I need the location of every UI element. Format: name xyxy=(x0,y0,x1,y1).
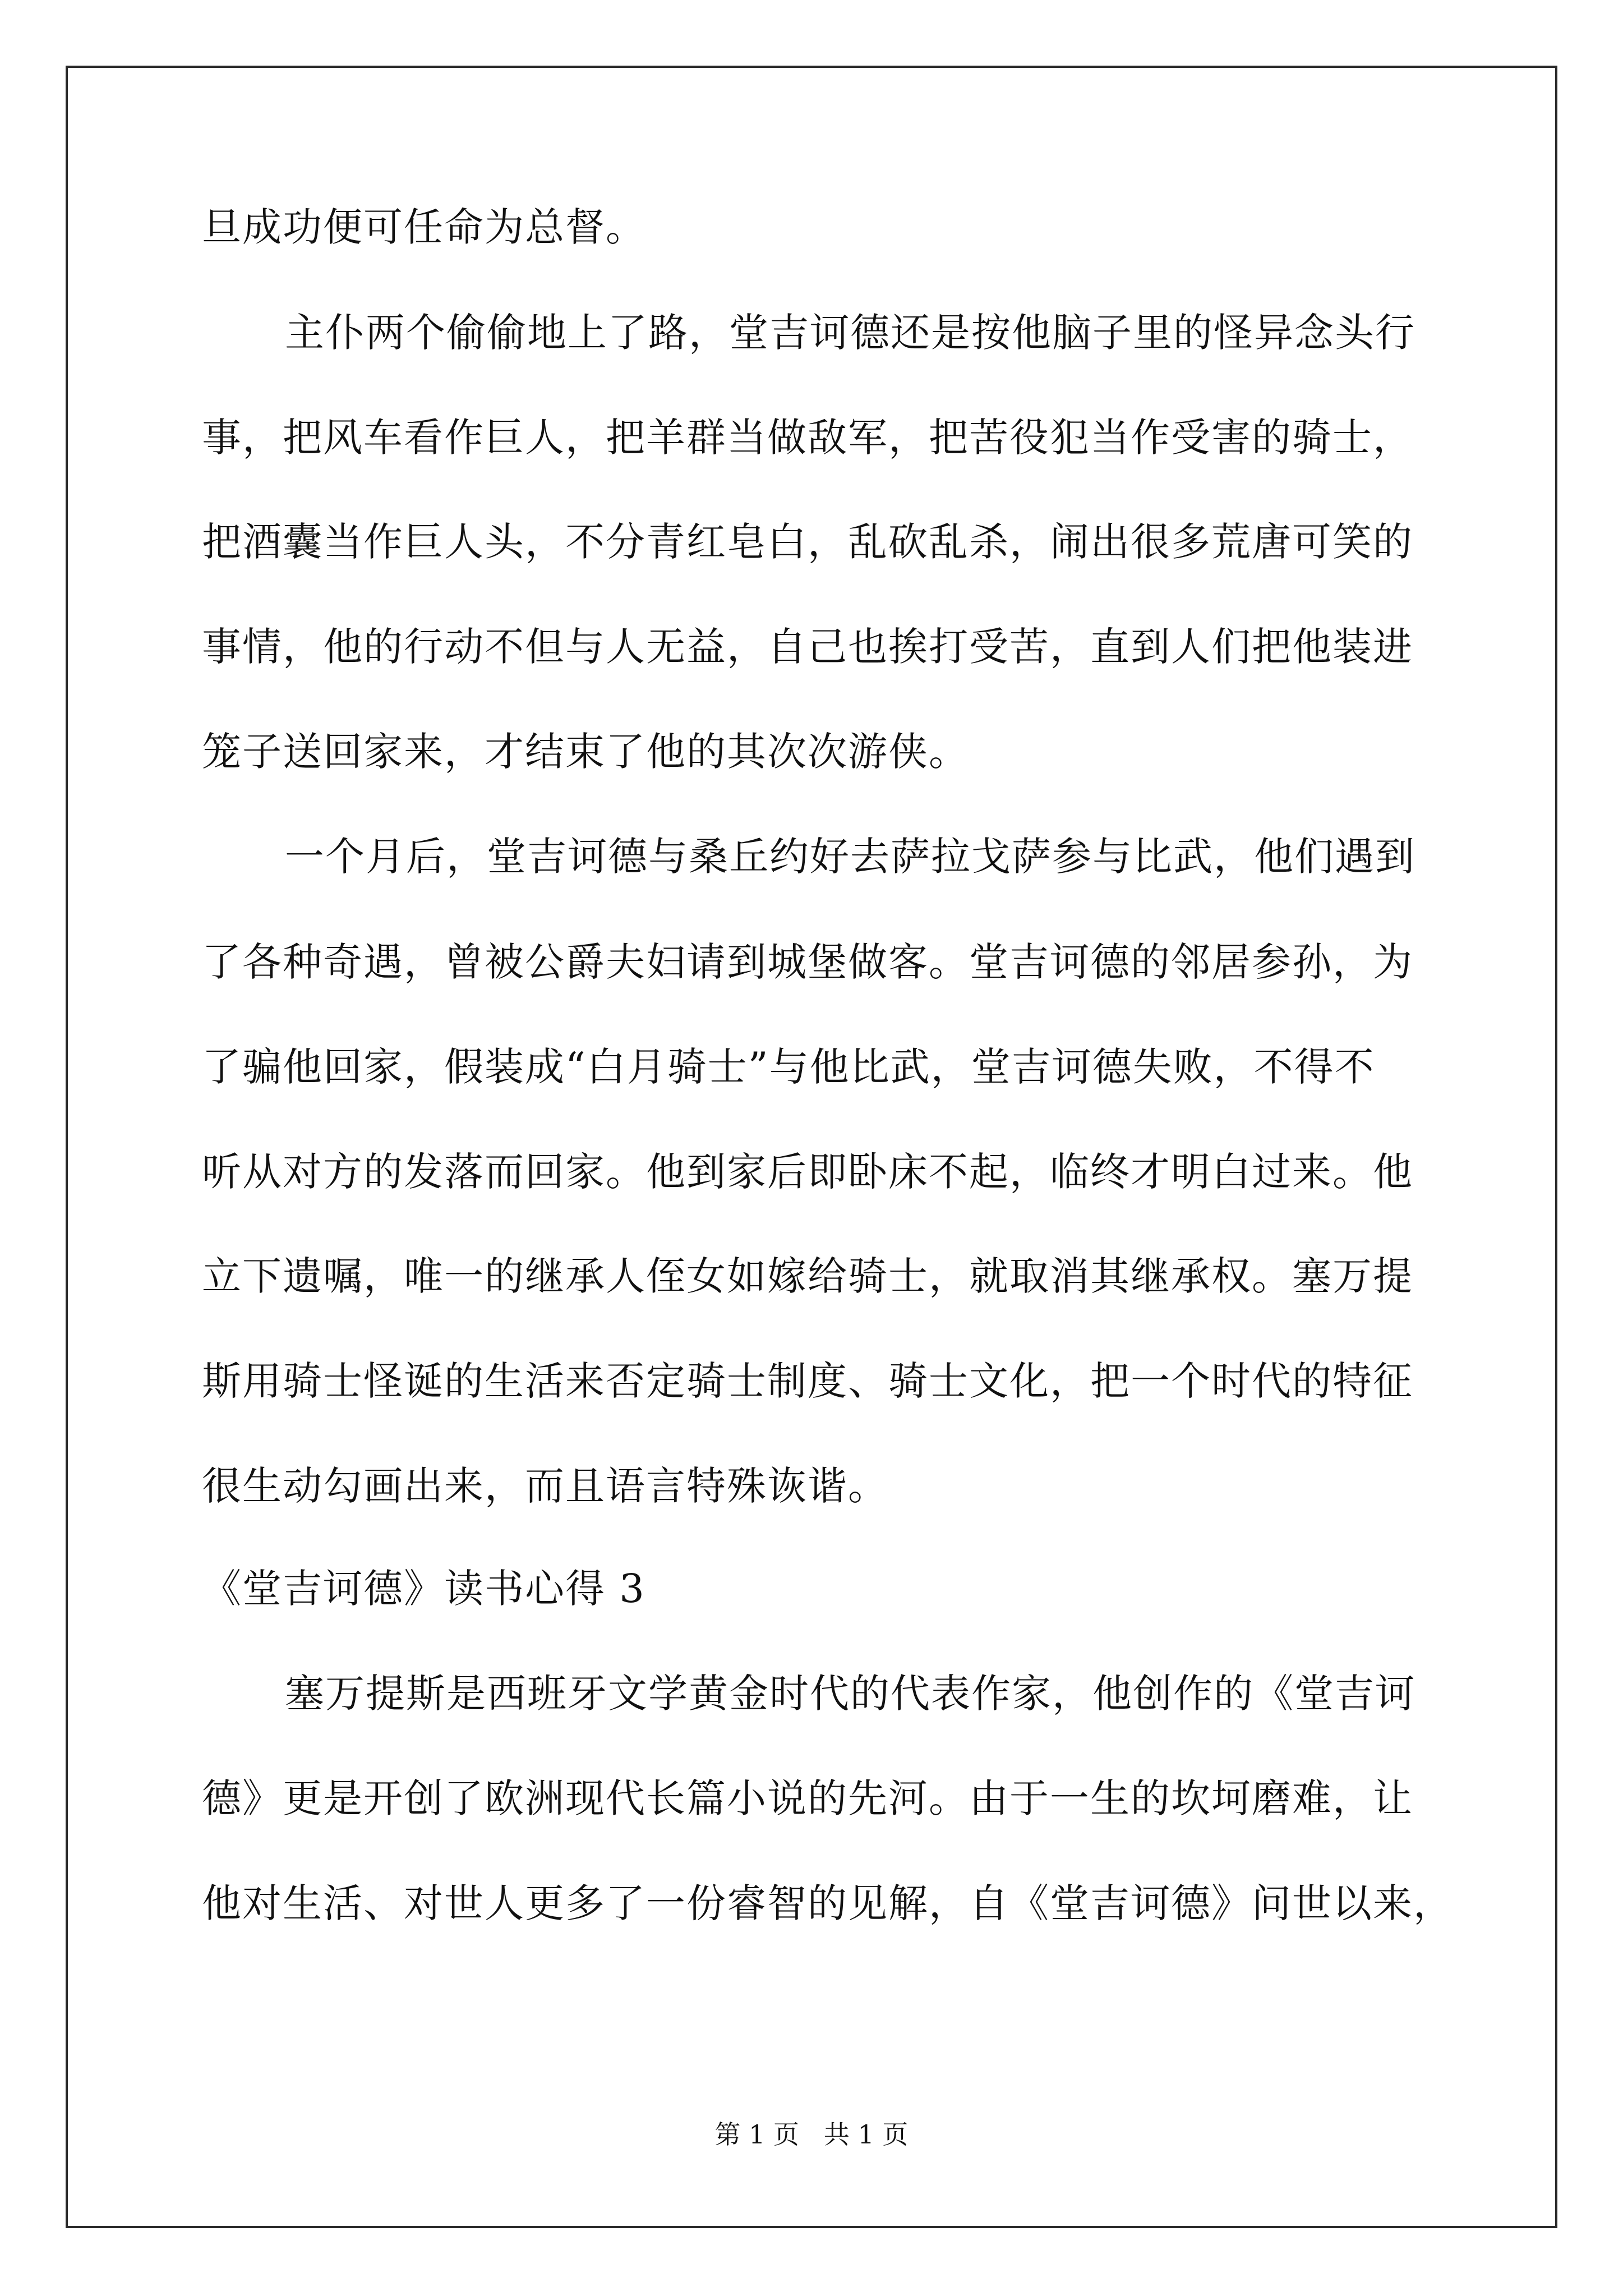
text-line: 笼子送回家来，才结束了他的其次次游侠。 xyxy=(202,729,969,775)
text-line: 他对生活、对世人更多了一份睿智的见解，自《堂吉诃德》问世以来， xyxy=(202,1880,1454,1926)
paragraph-first-line: 主仆两个偷偷地上了路，堂吉诃德还是按他脑子里的怪异念头行 xyxy=(285,310,1415,356)
page-footer: 第 1 页 共 1 页 xyxy=(714,2119,909,2150)
text-line: 很生动勾画出来，而且语言特殊诙谐。 xyxy=(202,1463,888,1509)
text-line: 旦成功便可任命为总督。 xyxy=(202,204,646,250)
text-line: 把酒囊当作巨人头，不分青红皂白，乱砍乱杀，闹出很多荒唐可笑的 xyxy=(202,519,1413,565)
text-line: 听从对方的发落而回家。他到家后即卧床不起，临终才明白过来。他 xyxy=(202,1149,1413,1195)
paragraph-first-line: 塞万提斯是西班牙文学黄金时代的代表作家，他创作的《堂吉诃 xyxy=(285,1671,1415,1717)
paragraph-first-line: 一个月后，堂吉诃德与桑丘约好去萨拉戈萨参与比武，他们遇到 xyxy=(285,834,1415,880)
text-line: 事，把风车看作巨人，把羊群当做敌军，把苦役犯当作受害的骑士， xyxy=(202,415,1413,461)
text-line: 了骗他回家，假装成“白月骑士”与他比武，堂吉诃德失败，不得不 xyxy=(202,1044,1375,1090)
text-line: 德》更是开创了欧洲现代长篇小说的先河。由于一生的坎坷磨难，让 xyxy=(202,1775,1413,1821)
text-line: 斯用骑士怪诞的生活来否定骑士制度、骑士文化，把一个时代的特征 xyxy=(202,1358,1413,1404)
section-heading: 《堂吉诃德》读书心得 3 xyxy=(202,1566,645,1612)
text-line: 立下遗嘱，唯一的继承人侄女如嫁给骑士，就取消其继承权。塞万提 xyxy=(202,1253,1413,1299)
text-line: 了各种奇遇，曾被公爵夫妇请到城堡做客。堂吉诃德的邻居参孙，为 xyxy=(202,939,1413,985)
text-line: 事情，他的行动不但与人无益，自己也挨打受苦，直到人们把他装进 xyxy=(202,624,1413,670)
